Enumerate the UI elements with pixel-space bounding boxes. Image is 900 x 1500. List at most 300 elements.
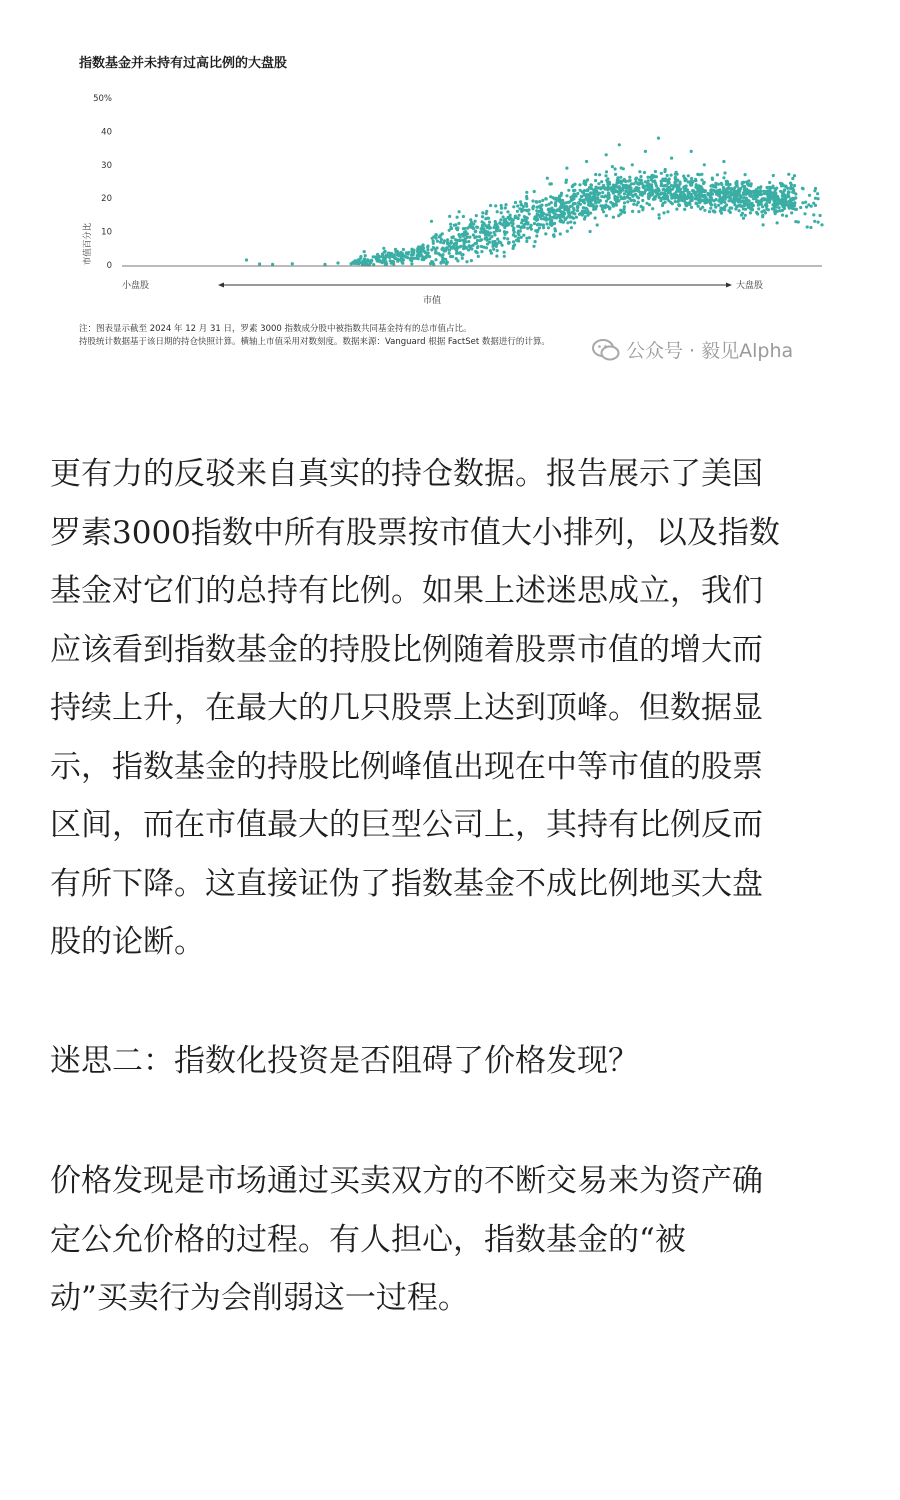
- scatter-point: [381, 260, 384, 263]
- scatter-point: [709, 184, 712, 187]
- scatter-point: [525, 209, 528, 212]
- scatter-point: [503, 230, 506, 233]
- scatter-point: [458, 234, 461, 237]
- scatter-point: [572, 189, 575, 192]
- scatter-point: [376, 253, 379, 256]
- scatter-point: [713, 203, 716, 206]
- scatter-point: [709, 202, 712, 205]
- scatter-point: [690, 195, 693, 198]
- scatter-point: [710, 188, 713, 191]
- scatter-point: [455, 249, 458, 252]
- scatter-point: [559, 232, 562, 235]
- scatter-point: [762, 209, 765, 212]
- scatter-point: [532, 245, 535, 248]
- scatter-point: [802, 187, 805, 190]
- scatter-point: [498, 229, 501, 232]
- scatter-point: [375, 257, 378, 260]
- scatter-point: [709, 207, 712, 210]
- scatter-point: [474, 220, 477, 223]
- scatter-point: [438, 253, 441, 256]
- scatter-point: [533, 190, 536, 193]
- scatter-point: [778, 206, 781, 209]
- scatter-point: [368, 260, 371, 263]
- scatter-point: [643, 191, 646, 194]
- paragraph-line: 应该看到指数基金的持股比例随着股票市值的增大而: [50, 631, 763, 668]
- scatter-point: [361, 261, 364, 264]
- scatter-point: [617, 193, 620, 196]
- heading-line: 迷思二：指数化投资是否阻碍了价格发现？: [50, 1043, 639, 1079]
- scatter-point: [535, 206, 538, 209]
- scatter-point: [803, 212, 806, 215]
- paragraph-line: 基金对它们的总持有比例。如果上述迷思成立，我们: [50, 573, 763, 609]
- scatter-point: [454, 238, 457, 241]
- scatter-point: [572, 195, 575, 198]
- scatter-point: [503, 251, 506, 254]
- scatter-point: [729, 206, 732, 209]
- scatter-point: [687, 174, 690, 177]
- scatter-point: [808, 194, 811, 197]
- scatter-point: [666, 189, 669, 192]
- scatter-point: [679, 193, 682, 196]
- scatter-point: [727, 183, 730, 186]
- scatter-point: [631, 163, 634, 166]
- scatter-point: [679, 188, 682, 191]
- scatter-point: [605, 170, 608, 173]
- chart-note-line-2: 持股统计数据基于该日期的持仓快照计算。横轴上市值采用对数刻度。数据来源：Vanguard 根据 FactSet 数据进行的计算。: [79, 337, 550, 347]
- scatter-point: [749, 207, 752, 210]
- scatter-point: [607, 187, 610, 190]
- scatter-point: [359, 255, 362, 258]
- scatter-point: [801, 201, 804, 204]
- scatter-point: [474, 230, 477, 233]
- scatter-point: [745, 181, 748, 184]
- section-heading: [50, 1032, 850, 1091]
- scatter-point: [434, 248, 437, 251]
- scatter-point: [612, 216, 615, 219]
- scatter-point: [539, 223, 542, 226]
- scatter-point: [511, 222, 514, 225]
- scatter-point: [482, 230, 485, 233]
- scatter-point: [765, 192, 768, 195]
- scatter-point: [530, 224, 533, 227]
- scatter-point: [601, 208, 604, 211]
- scatter-point: [506, 237, 509, 240]
- scatter-point: [544, 197, 547, 200]
- scatter-point: [710, 192, 713, 195]
- scatter-point: [719, 196, 722, 199]
- scatter-point: [548, 211, 551, 214]
- scatter-point: [455, 241, 458, 244]
- scatter-point: [817, 221, 820, 224]
- scatter-point: [594, 187, 597, 190]
- scatter-point: [576, 204, 579, 207]
- scatter-point: [646, 182, 649, 185]
- scatter-point: [568, 211, 571, 214]
- scatter-point: [488, 227, 491, 230]
- scatter-point: [789, 206, 792, 209]
- scatter-point: [616, 196, 619, 199]
- scatter-point: [245, 258, 248, 261]
- scatter-point: [442, 241, 445, 244]
- scatter-point: [767, 208, 770, 211]
- scatter-point: [496, 224, 499, 227]
- scatter-point: [388, 252, 391, 255]
- scatter-point: [790, 211, 793, 214]
- scatter-point: [535, 201, 538, 204]
- scatter-point: [660, 184, 663, 187]
- chart-title: 指数基金并未持有过高比例的大盘股: [79, 56, 288, 71]
- scatter-point: [517, 230, 520, 233]
- scatter-point: [509, 214, 512, 217]
- scatter-point: [678, 199, 681, 202]
- scatter-point: [637, 196, 640, 199]
- scatter-point: [820, 223, 823, 226]
- wechat-icon: [592, 338, 620, 362]
- scatter-point: [512, 240, 515, 243]
- scatter-point: [682, 193, 685, 196]
- scatter-point: [771, 207, 774, 210]
- scatter-point: [550, 182, 553, 185]
- scatter-point: [600, 180, 603, 183]
- scatter-point: [528, 212, 531, 215]
- scatter-point: [544, 232, 547, 235]
- scatter-point: [657, 137, 660, 140]
- scatter-point: [702, 195, 705, 198]
- scatter-point: [516, 210, 519, 213]
- scatter-point: [762, 197, 765, 200]
- scatter-point: [676, 179, 679, 182]
- scatter-point: [565, 179, 568, 182]
- scatter-point: [695, 202, 698, 205]
- scatter-point: [531, 199, 534, 202]
- scatter-point: [536, 230, 539, 233]
- scatter-point: [666, 196, 669, 199]
- scatter-point: [457, 222, 460, 225]
- scatter-point: [605, 153, 608, 156]
- scatter-point: [752, 194, 755, 197]
- scatter-point: [494, 221, 497, 224]
- scatter-point: [717, 204, 720, 207]
- scatter-point: [535, 219, 538, 222]
- scatter-point: [538, 200, 541, 203]
- scatter-point: [567, 214, 570, 217]
- scatter-point: [416, 255, 419, 258]
- scatter-point: [781, 184, 784, 187]
- scatter-point: [458, 239, 461, 242]
- scatter-point: [488, 237, 491, 240]
- scatter-point: [739, 195, 742, 198]
- scatter-point: [817, 197, 820, 200]
- scatter-point: [599, 199, 602, 202]
- scatter-point: [389, 259, 392, 262]
- scatter-point: [476, 245, 479, 248]
- scatter-point: [723, 208, 726, 211]
- paragraph-line: 罗素3000指数中所有股票按市值大小排列，以及指数: [50, 514, 780, 551]
- scatter-point: [612, 184, 615, 187]
- scatter-point: [402, 248, 405, 251]
- scatter-point: [511, 247, 514, 250]
- scatter-point: [456, 259, 459, 262]
- scatter-point: [456, 216, 459, 219]
- scatter-point: [592, 195, 595, 198]
- scatter-point: [772, 192, 775, 195]
- scatter-point: [623, 205, 626, 208]
- scatter-point: [545, 213, 548, 216]
- scatter-point: [504, 224, 507, 227]
- scatter-point: [611, 165, 614, 168]
- scatter-point: [637, 187, 640, 190]
- scatter-point: [601, 186, 604, 189]
- paragraph-line: 股的论断。: [50, 924, 205, 960]
- scatter-point: [573, 221, 576, 224]
- scatter-point: [494, 204, 497, 207]
- scatter-point: [463, 231, 466, 234]
- scatter-point: [364, 254, 367, 257]
- scatter-point: [813, 189, 816, 192]
- scatter-point: [461, 233, 464, 236]
- scatter-point: [485, 246, 488, 249]
- scatter-point: [554, 203, 557, 206]
- scatter-point: [766, 189, 769, 192]
- scatter-point: [703, 198, 706, 201]
- scatter-point: [623, 196, 626, 199]
- scatter-point: [495, 229, 498, 232]
- scatter-point: [697, 198, 700, 201]
- scatter-point: [496, 210, 499, 213]
- scatter-point: [491, 245, 494, 248]
- scatter-point: [525, 237, 528, 240]
- scatter-point: [767, 195, 770, 198]
- scatter-point: [741, 185, 744, 188]
- scatter-point: [562, 202, 565, 205]
- scatter-point: [501, 223, 504, 226]
- scatter-point: [596, 196, 599, 199]
- scatter-point: [648, 192, 651, 195]
- scatter-point: [814, 204, 817, 207]
- scatter-point: [381, 252, 384, 255]
- scatter-point: [791, 191, 794, 194]
- scatter-point: [364, 261, 367, 264]
- scatter-point: [432, 235, 435, 238]
- scatter-point: [744, 202, 747, 205]
- scatter-point: [641, 194, 644, 197]
- scatter-point: [323, 263, 326, 266]
- scatter-point: [553, 227, 556, 230]
- scatter-point: [485, 238, 488, 241]
- scatter-point: [735, 197, 738, 200]
- scatter-point: [590, 204, 593, 207]
- scatter-point: [425, 256, 428, 259]
- scatter-point: [600, 195, 603, 198]
- scatter-point: [711, 177, 714, 180]
- scatter-point: [786, 195, 789, 198]
- scatter-point: [516, 204, 519, 207]
- scatter-point: [616, 176, 619, 179]
- scatter-point: [592, 198, 595, 201]
- scatter-point: [670, 174, 673, 177]
- paragraph-line: 动”买卖行为会削弱这一过程。: [50, 1280, 469, 1316]
- scatter-point: [671, 202, 674, 205]
- scatter-point: [469, 218, 472, 221]
- scatter-point: [480, 245, 483, 248]
- scatter-point: [772, 174, 775, 177]
- scatter-point: [812, 213, 815, 216]
- scatter-point: [758, 203, 761, 206]
- scatter-point: [440, 238, 443, 241]
- scatter-point: [464, 240, 467, 243]
- scatter-point: [471, 226, 474, 229]
- scatter-point: [472, 233, 475, 236]
- scatter-chart: [0, 0, 900, 330]
- scatter-point: [619, 176, 622, 179]
- paragraph-line: 更有力的反驳来自真实的持仓数据。报告展示了美国: [50, 456, 763, 492]
- scatter-point: [618, 143, 621, 146]
- y-tick-label: 20: [101, 194, 112, 205]
- scatter-point: [533, 222, 536, 225]
- scatter-point: [439, 241, 442, 244]
- scatter-point: [700, 178, 703, 181]
- scatter-point: [405, 252, 408, 255]
- scatter-point: [683, 208, 686, 211]
- scatter-point: [461, 239, 464, 242]
- scatter-point: [570, 199, 573, 202]
- scatter-point: [749, 184, 752, 187]
- scatter-point: [663, 192, 666, 195]
- scatter-point: [722, 186, 725, 189]
- scatter-point: [655, 184, 658, 187]
- scatter-point: [659, 197, 662, 200]
- scatter-point: [664, 184, 667, 187]
- scatter-point: [768, 181, 771, 184]
- scatter-point: [653, 190, 656, 193]
- scatter-point: [616, 181, 619, 184]
- scatter-point: [723, 171, 726, 174]
- scatter-point: [455, 227, 458, 230]
- scatter-point: [512, 205, 515, 208]
- scatter-point: [732, 194, 735, 197]
- paragraph-line: 定公允价格的过程。有人担心，指数基金的“被: [50, 1221, 686, 1258]
- scatter-point: [515, 239, 518, 242]
- scatter-point: [662, 179, 665, 182]
- x-axis-label: 市值: [422, 296, 442, 306]
- scatter-point: [754, 197, 757, 200]
- scatter-point: [723, 201, 726, 204]
- scatter-point: [691, 180, 694, 183]
- scatter-point: [463, 245, 466, 248]
- scatter-point: [793, 202, 796, 205]
- scatter-point: [732, 197, 735, 200]
- scatter-point: [572, 202, 575, 205]
- scatter-point: [606, 177, 609, 180]
- scatter-point: [786, 187, 789, 190]
- chart-figure: [0, 0, 900, 380]
- scatter-point: [664, 201, 667, 204]
- scatter-point: [734, 207, 737, 210]
- scatter-point: [462, 215, 465, 218]
- scatter-point: [503, 237, 506, 240]
- scatter-point: [733, 186, 736, 189]
- scatter-point: [522, 234, 525, 237]
- scatter-point: [498, 221, 501, 224]
- scatter-point: [797, 220, 800, 223]
- scatter-point: [481, 211, 484, 214]
- scatter-point: [720, 208, 723, 211]
- scatter-point: [623, 211, 626, 214]
- scatter-point: [506, 210, 509, 213]
- scatter-point: [521, 225, 524, 228]
- scatter-point: [694, 179, 697, 182]
- scatter-point: [549, 195, 552, 198]
- scatter-point: [488, 241, 491, 244]
- scatter-point: [566, 230, 569, 233]
- scatter-point: [394, 257, 397, 260]
- scatter-point: [741, 212, 744, 215]
- scatter-point: [647, 179, 650, 182]
- scatter-point: [632, 199, 635, 202]
- scatter-point: [720, 182, 723, 185]
- scatter-point: [810, 205, 813, 208]
- scatter-point: [582, 191, 585, 194]
- scatter-point: [441, 247, 444, 250]
- scatter-point: [589, 199, 592, 202]
- scatter-point: [535, 234, 538, 237]
- y-tick-label: 30: [101, 160, 112, 171]
- scatter-point: [678, 204, 681, 207]
- scatter-point: [492, 248, 495, 251]
- scatter-point: [734, 181, 737, 184]
- scatter-point: [658, 217, 661, 220]
- scatter-point: [464, 237, 467, 240]
- scatter-point: [547, 226, 550, 229]
- scatter-point: [667, 199, 670, 202]
- scatter-point: [816, 192, 819, 195]
- scatter-point: [476, 239, 479, 242]
- scatter-point: [578, 213, 581, 216]
- scatter-point: [623, 192, 626, 195]
- scatter-point: [513, 231, 516, 234]
- scatter-point: [768, 198, 771, 201]
- scatter-point: [749, 202, 752, 205]
- scatter-point: [742, 207, 745, 210]
- paragraph-line: 示，指数基金的持股比例峰值出现在中等市值的股票: [50, 748, 763, 785]
- scatter-point: [495, 255, 498, 258]
- scatter-point: [772, 203, 775, 206]
- scatter-point: [761, 205, 764, 208]
- scatter-point: [477, 255, 480, 258]
- scatter-point: [637, 201, 640, 204]
- scatter-point: [475, 250, 478, 253]
- scatter-point: [614, 173, 617, 176]
- scatter-point: [357, 258, 360, 261]
- scatter-point: [448, 252, 451, 255]
- scatter-point: [586, 197, 589, 200]
- scatter-point: [623, 201, 626, 204]
- scatter-point: [489, 231, 492, 234]
- scatter-point: [793, 174, 796, 177]
- scatter-point: [632, 203, 635, 206]
- scatter-point: [450, 241, 453, 244]
- paragraph-line: 有所下降。这直接证伪了指数基金不成比例地买大盘: [50, 865, 763, 902]
- scatter-point: [570, 216, 573, 219]
- scatter-point: [637, 210, 640, 213]
- scatter-point: [451, 236, 454, 239]
- scatter-point: [748, 194, 751, 197]
- scatter-point: [427, 251, 430, 254]
- scatter-point: [562, 213, 565, 216]
- scatter-point: [468, 236, 471, 239]
- scatter-point: [512, 233, 515, 236]
- scatter-point: [506, 216, 509, 219]
